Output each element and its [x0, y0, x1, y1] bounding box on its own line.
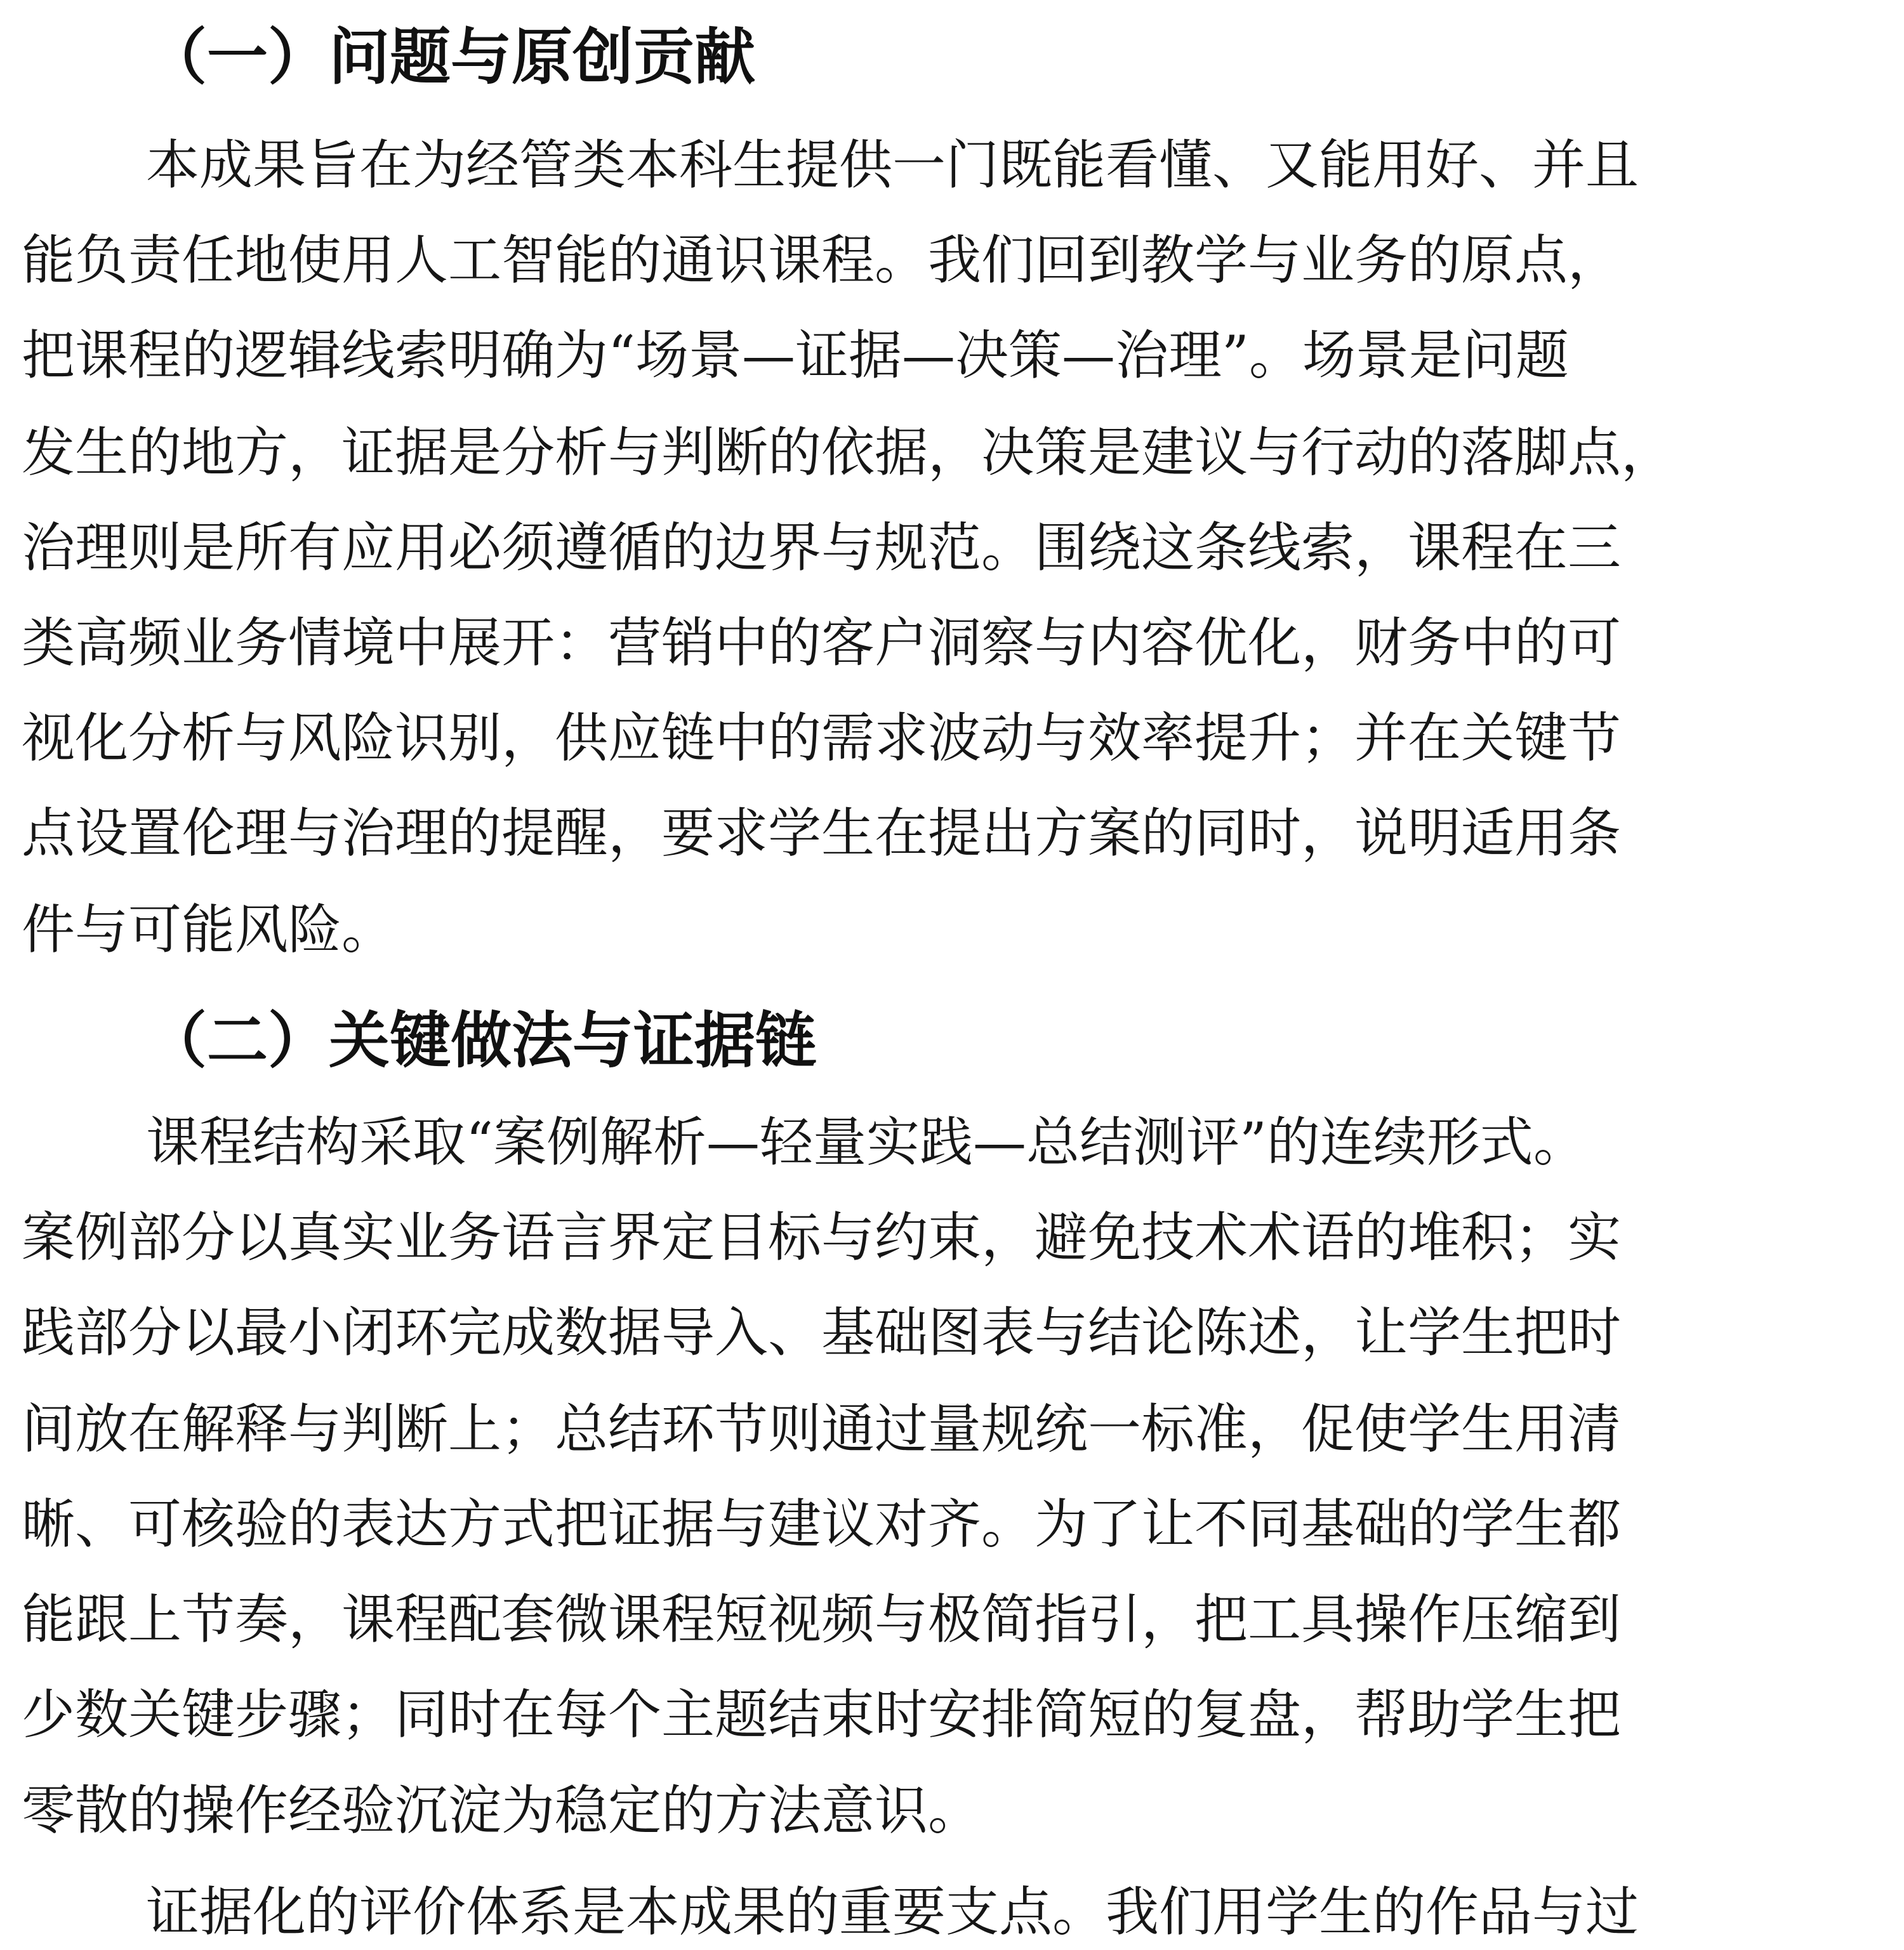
paragraph-line: 点设置伦理与治理的提醒，要求学生在提出方案的同时，说明适用条 — [22, 802, 1622, 864]
paragraph-line: 治理则是所有应用必须遵循的边界与规范。围绕这条线索，课程在三 — [22, 517, 1622, 579]
paragraph-line: 把课程的逻辑线索明确为“场景—证据—决策—治理”。场景是问题 — [22, 324, 1569, 386]
paragraph-line: 发生的地方，证据是分析与判断的依据，决策是建议与行动的落脚点， — [22, 421, 1675, 484]
paragraph-line: 能负责任地使用人工智能的通识课程。我们回到教学与业务的原点， — [22, 229, 1622, 291]
section-heading-1: （一）问题与原创贡献 — [146, 22, 755, 93]
paragraph-line: 课程结构采取“案例解析—轻量实践—总结测评”的连续形式。 — [146, 1111, 1587, 1173]
paragraph-line-partial: 证据化的评价体系是本成果的重要支点。我们用学生的作品与过 — [146, 1881, 1639, 1943]
section-heading-2: （二）关键做法与证据链 — [146, 1005, 816, 1076]
paragraph-line: 视化分析与风险识别，供应链中的需求波动与效率提升；并在关键节 — [22, 707, 1622, 769]
paragraph-line: 践部分以最小闭环完成数据导入、基础图表与结论陈述，让学生把时 — [22, 1301, 1622, 1364]
paragraph-line: 晰、可核验的表达方式把证据与建议对齐。为了让不同基础的学生都 — [22, 1493, 1622, 1555]
paragraph-line: 案例部分以真实业务语言界定目标与约束，避免技术术语的堆积；实 — [22, 1206, 1622, 1268]
paragraph-line: 零散的操作经验沉淀为稳定的方法意识。 — [22, 1779, 982, 1841]
paragraph-line: 间放在解释与判断上；总结环节则通过量规统一标准，促使学生用清 — [22, 1398, 1622, 1460]
paragraph-line: 能跟上节奏，课程配套微课程短视频与极简指引，把工具操作压缩到 — [22, 1588, 1622, 1650]
paragraph-line: 件与可能风险。 — [22, 899, 395, 961]
paragraph-line: 类高频业务情境中展开：营销中的客户洞察与内容优化，财务中的可 — [22, 612, 1622, 674]
paragraph-line: 少数关键步骤；同时在每个主题结束时安排简短的复盘，帮助学生把 — [22, 1683, 1622, 1746]
paragraph-line: 本成果旨在为经管类本科生提供一门既能看懂、又能用好、并且 — [146, 134, 1639, 196]
